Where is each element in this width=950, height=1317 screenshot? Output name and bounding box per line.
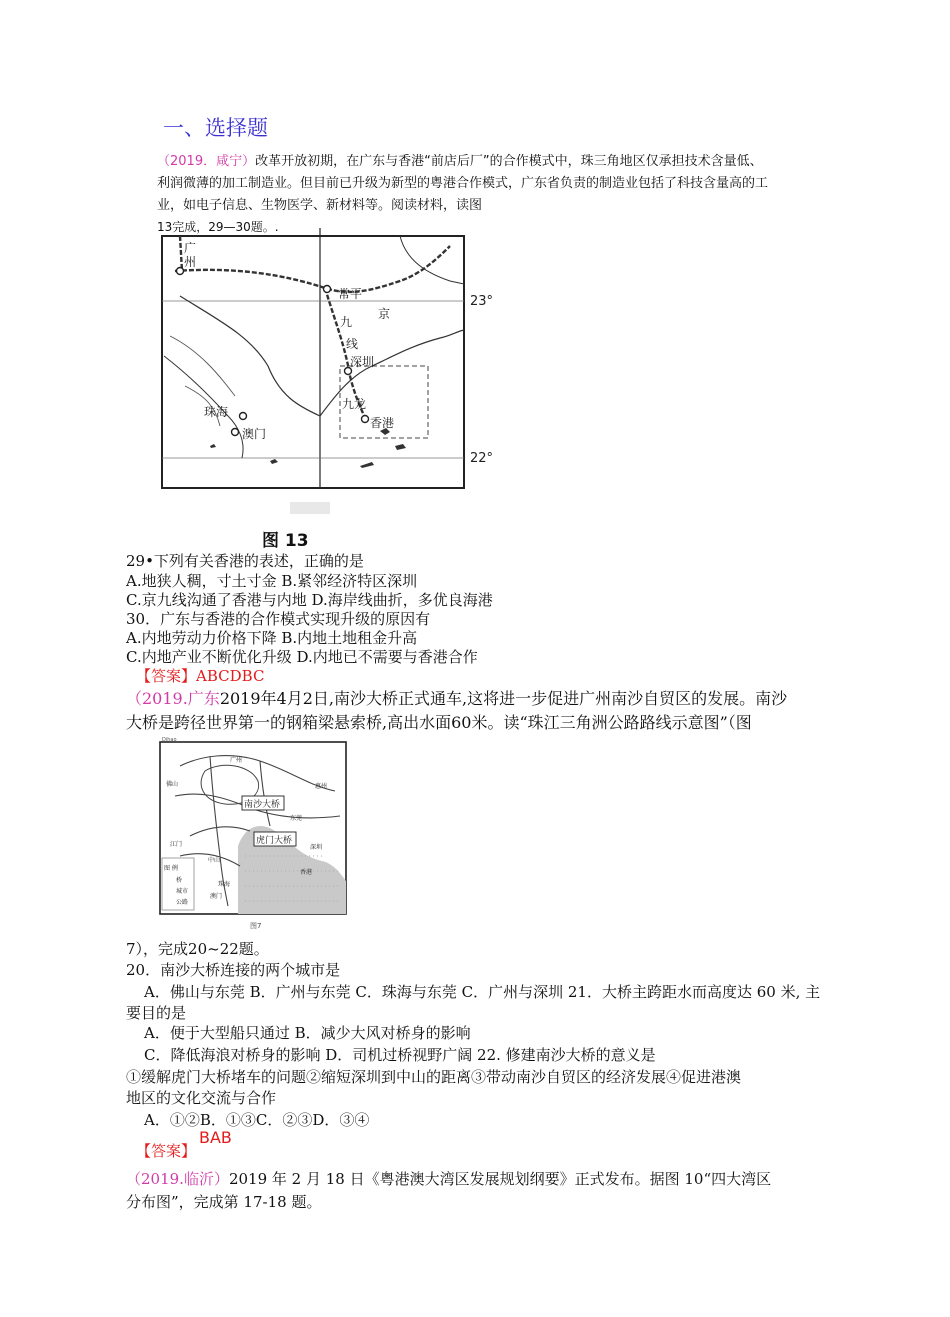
q3-source-tag: （2019.临沂）: [126, 1170, 229, 1188]
map7-label-aomen: 澳门: [210, 893, 223, 900]
map7-label-foshan: 佛山: [166, 781, 179, 788]
q21-options-cd: C．降低海浪对桥身的影响 D．司机过桥视野广阔 22. 修建南沙大桥的意义是: [144, 1046, 656, 1064]
map13-label-aomen: 澳门: [242, 427, 267, 441]
q22-line-1: ①缓解虎门大桥堵车的问题②缩短深圳到中山的距离③带动南沙自贸区的经济发展④促进港澳: [126, 1068, 742, 1086]
answer-2-label: 【答案】: [136, 1142, 197, 1160]
q20-line-1: A．佛山与东莞 B．广州与东莞 C．珠海与东莞 C．广州与深圳 21．大桥主跨距水而高度达 60 米, 主: [144, 983, 821, 1001]
answer-2-value: BAB: [199, 1128, 232, 1147]
q22-options: A．①②B．①③C．②③D．③④: [144, 1111, 370, 1129]
q3-line-1: [126, 1168, 771, 1189]
q21-options-ab: A．便于大型船只通过 B．减少大风对桥身的影响: [144, 1024, 471, 1042]
map13-railway-2: [180, 236, 365, 418]
q1-line-1: [157, 150, 763, 169]
map7-label-shenzhen: 深圳: [310, 844, 323, 851]
q29-options-cd: C.京九线沟通了香港与内地 D.海岸线曲折，多优良海港: [126, 591, 493, 609]
map13-label-jing: 京: [378, 307, 391, 321]
map13-scan-smudge: [290, 502, 330, 514]
map-figure-13: [150, 226, 500, 526]
map13-frame: [162, 236, 464, 488]
q1-line-2: 利润微薄的加工制造业。但目前已升级为新型的粤港合作模式，广东省负责的制造业包括了科技含量高的工: [157, 176, 769, 191]
q29-options-ab: A.地狭人稠，寸土寸金 B.紧邻经济特区深圳: [126, 572, 418, 590]
map13-label-jiu: 九: [340, 315, 353, 329]
map7-legend-title: 图 例: [164, 865, 178, 872]
q1-line-3: 业，如电子信息、生物医学、新材料等。阅读材料，读图: [157, 198, 483, 213]
map13-city-guangzhou: [177, 268, 184, 275]
map7-label-zhuhai: 珠海: [218, 881, 231, 888]
map7-label-humen-bridge: 虎门大桥: [256, 836, 293, 846]
map13-city-macau: [232, 429, 239, 436]
map7-label-nansha-bridge: 南沙大桥: [244, 800, 281, 810]
figure-13-caption: 图 13: [262, 531, 309, 551]
answer-1-label: 【答案】: [136, 667, 197, 685]
map7-label-huizhou: 惠州: [315, 783, 328, 790]
answer-1-value: ABCDBC: [196, 667, 265, 685]
q2-text-1: 2019年4月2日,南沙大桥正式通车,这将进一步促进广州南沙自贸区的发展。南沙: [219, 689, 788, 708]
q1-line-4: 13完成，29—30题。.: [157, 220, 279, 234]
map13-label-xian: 线: [346, 337, 359, 351]
q2-line-3: 7），完成20~22题。: [126, 940, 269, 958]
map13-label-changping: 常平: [338, 287, 363, 301]
map13-label-guangzhou-2: 州: [184, 255, 197, 269]
map13-islands: [210, 428, 406, 468]
map13-lat-22: 22°: [470, 451, 494, 466]
q20-stem: 20．南沙大桥连接的两个城市是: [126, 961, 341, 979]
map7-caption: 图7: [250, 922, 262, 930]
map7-label-dongguan: 东莞: [290, 815, 303, 822]
q1-source-tag: （2019．咸宁）: [157, 154, 256, 169]
map7-label-guangzhou: 广州: [230, 757, 243, 764]
q29-stem: 29•下列有关香港的表述，正确的是: [126, 552, 364, 570]
map13-label-shenzhen: 深圳: [350, 355, 375, 369]
q30-options-cd: C.内地产业不断优化升级 D.内地已不需要与香港合作: [126, 648, 478, 666]
map13-label-guangzhou-1: 广: [184, 241, 197, 255]
map7-legend-bridge: 桥: [176, 877, 183, 884]
map7-legend-city: 城市: [176, 888, 189, 895]
map7-label-xianggang: 香港: [300, 869, 313, 876]
map13-city-hongkong: [362, 416, 369, 423]
map13-railway-1: [175, 246, 450, 292]
q2-line-2: 大桥是跨径世界第一的钢箱梁悬索桥,高出水面60米。读“珠江三角洲公路路线示意图”（图: [126, 713, 752, 732]
map13-city-changping: [324, 286, 331, 293]
map13-coastline: [180, 296, 464, 416]
section-heading: 一、选择题: [163, 116, 268, 140]
q20-line-2: 要目的是: [126, 1004, 187, 1022]
q22-line-2: 地区的文化交流与合作: [126, 1089, 277, 1107]
q2-source-tag: （2019.广东: [126, 689, 220, 708]
map7-corner-label: Dihao: [162, 737, 177, 743]
q30-stem: 30．广东与香港的合作模式实现升级的原因有: [126, 610, 431, 628]
q2-line-1: [126, 686, 787, 709]
map13-city-zhuhai: [240, 413, 247, 420]
map7-legend-road: 公路: [176, 899, 189, 906]
map7-label-zhongshan: 中山: [208, 857, 221, 864]
map13-label-xianggang: 香港: [370, 416, 395, 430]
map13-lat-23: 23°: [470, 294, 494, 309]
answer-1: [136, 665, 264, 686]
q3-line-2: 分布图”，完成第 17-18 题。: [126, 1193, 322, 1211]
map13-label-zhuhai: 珠海: [204, 405, 229, 419]
map13-label-jiulong: 九龙: [342, 397, 367, 411]
q30-options-ab: A.内地劳动力价格下降 B.内地土地租金升高: [126, 629, 418, 647]
map7-label-jiangmen: 江门: [170, 841, 183, 848]
q1-text-1: 改革开放初期，在广东与香港“前店后厂”的合作模式中，珠三角地区仅承担技术含量低、: [255, 154, 763, 169]
map-figure-7: [150, 736, 360, 936]
q3-text-1: 2019 年 2 月 18 日《粤港澳大湾区发展规划纲要》正式发布。据图 10“四大湾区: [228, 1170, 772, 1188]
